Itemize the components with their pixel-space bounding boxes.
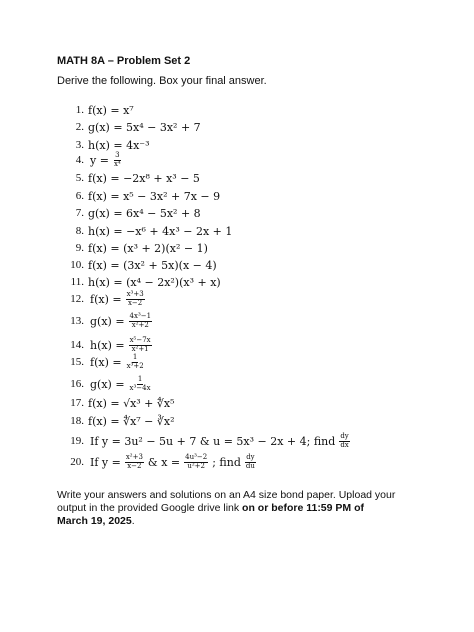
submission-text: Write your answers and solutions on an A4 size bond paper. Upload your output in the provided Google drive link	[57, 489, 396, 514]
fraction	[113, 152, 122, 168]
problem-expression	[88, 291, 147, 307]
problem-expression	[88, 152, 124, 168]
expression-left: If y =	[90, 455, 121, 469]
problem-item	[57, 256, 217, 274]
problem-item	[57, 222, 232, 240]
fraction-numerator: 1	[132, 353, 138, 362]
fraction	[129, 376, 152, 392]
problem-expression	[88, 337, 154, 353]
problem-item	[57, 453, 258, 471]
expression-left: h(x) =	[90, 338, 125, 352]
problem-item	[57, 432, 352, 450]
problem-number: 20.	[70, 456, 84, 468]
problem-item	[57, 353, 147, 371]
fraction-numerator: x³+3	[126, 290, 144, 299]
expression-right: ; find	[212, 455, 241, 469]
problem-expression: g(x) = 5x⁴ − 3x² + 7	[88, 120, 201, 134]
problem-number: 3.	[75, 139, 84, 151]
problem-number: 12.	[70, 293, 84, 305]
deadline-text: on or before 11:59 PM of March 19, 2025	[57, 502, 364, 527]
expression-left: If y = 3u² − 5u + 7 & u = 5x³ − 2x + 4; find	[90, 434, 336, 448]
problem-number: 1.	[75, 104, 84, 116]
fraction	[339, 433, 349, 449]
fraction-numerator: x⁵−7x	[129, 336, 151, 345]
problem-item	[57, 375, 154, 393]
derivative-fraction-denominator: du	[245, 461, 255, 470]
problem-item	[57, 336, 154, 354]
problem-number: 14.	[70, 339, 84, 351]
fraction-denominator: x−2	[127, 461, 142, 470]
problem-number: 2.	[75, 121, 84, 133]
problem-item	[57, 394, 175, 412]
fraction	[129, 337, 152, 353]
problem-expression: h(x) = 4x⁻³	[88, 138, 150, 152]
problem-number: 11.	[70, 276, 84, 288]
fraction-numerator: x²+3	[125, 453, 143, 462]
page-title: MATH 8A – Problem Set 2	[57, 55, 191, 67]
problem-expression: f(x) = √x³ + ∜x⁵	[88, 396, 175, 410]
problem-expression	[88, 433, 352, 449]
problem-number: 9.	[75, 242, 84, 254]
problem-item	[57, 187, 220, 205]
derivative-fraction	[245, 454, 256, 470]
problem-number: 15.	[70, 356, 84, 368]
problem-item	[57, 204, 201, 222]
fraction-numerator: 4x³−1	[129, 312, 152, 321]
expression-middle: & x =	[147, 455, 181, 469]
expression-left: f(x) =	[90, 292, 122, 306]
fraction	[125, 454, 144, 470]
problem-expression: f(x) = x⁵ − 3x² + 7x − 9	[88, 189, 221, 203]
problem-number: 7.	[75, 207, 84, 219]
problem-item	[57, 151, 124, 169]
problem-expression: f(x) = (3x² + 5x)(x − 4)	[88, 258, 217, 272]
problem-expression: h(x) = (x⁴ − 2x²)(x³ + x)	[88, 275, 221, 289]
problem-number: 13.	[70, 315, 84, 327]
fraction	[129, 313, 153, 329]
problem-number: 18.	[70, 415, 84, 427]
fraction-denominator: x²+1	[131, 344, 149, 353]
problem-number: 8.	[75, 225, 84, 237]
problem-item	[57, 101, 134, 119]
fraction-denominator: x²+2	[131, 320, 149, 329]
derivative-fraction-numerator: dy	[246, 453, 255, 462]
instructions: Derive the following. Box your final answer.	[57, 75, 267, 87]
problem-number: 4.	[75, 154, 84, 166]
fraction-second	[184, 454, 208, 470]
expression-left: g(x) =	[90, 377, 125, 391]
problem-number: 19.	[70, 435, 84, 447]
problem-item	[57, 290, 147, 308]
problem-expression	[88, 354, 147, 370]
problem-item	[57, 312, 154, 330]
problem-expression: g(x) = 6x⁴ − 5x² + 8	[88, 206, 201, 220]
fraction-denominator: x³−4x	[129, 383, 151, 392]
problem-number: 5.	[75, 172, 84, 184]
problem-item	[57, 273, 221, 291]
fraction-denominator: x−2	[127, 298, 143, 307]
fraction-numerator: dy	[340, 432, 349, 441]
problem-expression: h(x) = −x⁶ + 4x³ − 2x + 1	[88, 224, 233, 238]
submission-note	[57, 489, 397, 528]
fraction-second-numerator: 4u³−2	[185, 453, 208, 462]
problem-expression	[88, 313, 154, 329]
problem-expression	[88, 376, 154, 392]
fraction	[126, 354, 145, 370]
fraction-denominator: x³+2	[126, 361, 144, 370]
problem-expression: f(x) = −2x⁸ + x³ − 5	[88, 171, 200, 185]
fraction-denominator: dx	[340, 440, 349, 449]
problem-number: 10.	[70, 259, 84, 271]
fraction	[126, 291, 145, 307]
problem-expression: f(x) = (x³ + 2)(x² − 1)	[88, 241, 208, 255]
problem-item	[57, 412, 175, 430]
expression-left: y =	[90, 153, 109, 167]
fraction-numerator: 3	[115, 151, 120, 160]
problem-number: 17.	[70, 397, 84, 409]
problem-item	[57, 169, 200, 187]
problem-item	[57, 118, 201, 136]
expression-left: g(x) =	[90, 314, 125, 328]
fraction-numerator: 1	[137, 375, 143, 384]
problem-number: 16.	[70, 378, 84, 390]
problem-expression: f(x) = ∜x⁷ − ∛x²	[88, 414, 175, 428]
problem-expression	[88, 454, 258, 470]
fraction-denominator: x⁴	[113, 159, 121, 168]
problem-expression: f(x) = x⁷	[88, 103, 134, 117]
problem-number: 6.	[75, 190, 84, 202]
fraction-second-denominator: u²+2	[187, 461, 205, 470]
expression-left: f(x) =	[90, 355, 122, 369]
submission-end: .	[131, 515, 135, 527]
problem-item	[57, 239, 208, 257]
